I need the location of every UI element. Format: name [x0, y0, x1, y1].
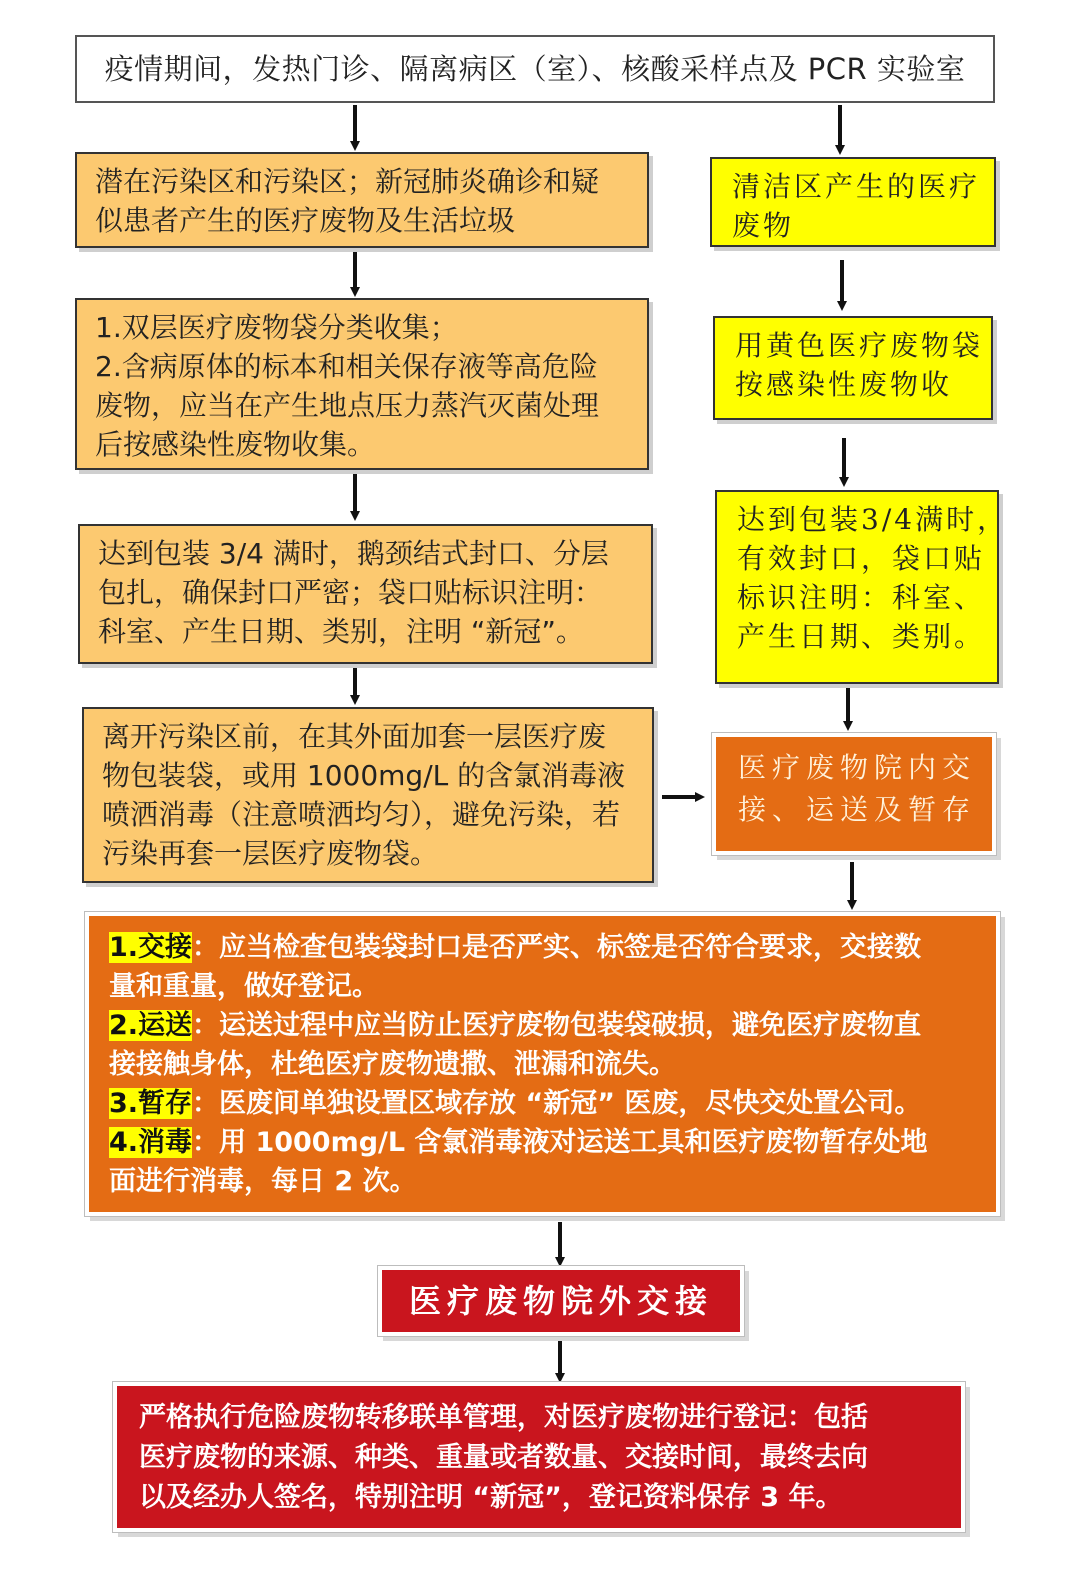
step-text: ：应当检查包装袋封口是否严实、标签是否符合要求，交接数 [192, 932, 922, 963]
step-text: ：运送过程中应当防止医疗废物包装袋破损，避免医疗废物直 [192, 1010, 922, 1041]
final-line: 以及经办人签名，特别注明 “新冠”，登记资料保存 3 年。 [139, 1482, 843, 1513]
step-label: 3.暂存 [109, 1088, 193, 1119]
step-disinfection [109, 1123, 976, 1162]
step-text: 量和重量，做好登记。 [109, 971, 379, 1002]
left-box-sealing [78, 524, 653, 664]
left-box2-line: 2.含病原体的标本和相关保存液等高危险 [95, 350, 598, 383]
step-text: ：医废间单独设置区域存放 “新冠” 医废，尽快交处置公司。 [192, 1088, 922, 1119]
right-box3-line: 达到包装3/4满时， [737, 503, 1009, 536]
right-box-internal-transfer [712, 733, 996, 855]
left-box4-line: 喷洒消毒（注意喷洒均匀），避免污染，若 [102, 798, 621, 831]
right-box-sealing [715, 490, 1009, 684]
left-box2-line: 废物，应当在产生地点压力蒸汽灭菌处理 [95, 389, 600, 422]
right-box4-line: 接、运送及暂存 [738, 793, 977, 826]
right-box-yellow-bag [713, 316, 993, 420]
right-box2-line: 用黄色医疗废物袋 [735, 329, 984, 362]
right-box-clean-zone [710, 157, 996, 247]
step-label: 1.交接 [109, 932, 193, 963]
left-box-collection [75, 298, 649, 470]
final-line: 严格执行危险废物转移联单管理，对医疗废物进行登记：包括 [139, 1402, 868, 1433]
step-label: 2.运送 [109, 1010, 193, 1041]
left-box2-line: 1.双层医疗废物袋分类收集； [95, 311, 458, 344]
final-management-box [113, 1382, 965, 1532]
right-box1-line: 废物 [732, 209, 795, 242]
right-box3-line: 标识注明：科室、 [737, 581, 986, 614]
top-source-box [75, 35, 995, 103]
right-box1-line: 清洁区产生的医疗 [732, 170, 981, 203]
left-box2-line: 后按感染性废物收集。 [95, 428, 376, 461]
step-text: ：用 1000mg/L 含氯消毒液对运送工具和医疗废物暂存处地 [192, 1127, 928, 1158]
step-storage [109, 1084, 976, 1123]
left-box4-line: 污染再套一层医疗废物袋。 [102, 837, 439, 870]
left-box1-line: 似患者产生的医疗废物及生活垃圾 [95, 204, 516, 237]
right-box2-line: 按感染性废物收 [735, 368, 953, 401]
step-transport [109, 1006, 976, 1045]
left-box1-line: 潜在污染区和污染区；新冠肺炎确诊和疑 [95, 165, 600, 198]
right-box3-line: 产生日期、类别。 [737, 620, 986, 653]
left-box3-line: 达到包装 3/4 满时，鹅颈结式封口、分层 [98, 537, 609, 570]
left-box4-line: 物包装袋，或用 1000mg/L 的含氯消毒液 [102, 759, 626, 792]
step-text: 接接触身体，杜绝医疗废物遗撒、泄漏和流失。 [109, 1049, 676, 1080]
left-box-contaminated-zone [75, 152, 649, 248]
external-handover-title [378, 1266, 744, 1336]
left-box3-line: 包扎，确保封口严密；袋口贴标识注明： [98, 576, 603, 609]
top-source-text: 疫情期间，发热门诊、隔离病区（室）、核酸采样点及 PCR 实验室 [104, 52, 966, 86]
external-title-text: 医疗废物院外交接 [408, 1282, 713, 1320]
step-text: 面进行消毒，每日 2 次。 [109, 1166, 417, 1197]
right-box3-line: 有效封口，袋口贴 [737, 542, 986, 575]
left-box3-line: 科室、产生日期、类别，注明 “新冠”。 [98, 615, 584, 648]
step-label: 4.消毒 [109, 1127, 193, 1158]
final-line: 医疗废物的来源、种类、重量或者数量、交接时间，最终去向 [139, 1442, 868, 1473]
left-box4-line: 离开污染区前，在其外面加套一层医疗废 [102, 720, 607, 753]
right-box4-line: 医疗废物院内交 [738, 751, 977, 784]
left-box-leaving-zone [82, 707, 654, 883]
step-handover [109, 928, 976, 967]
steps-box [85, 912, 1000, 1216]
